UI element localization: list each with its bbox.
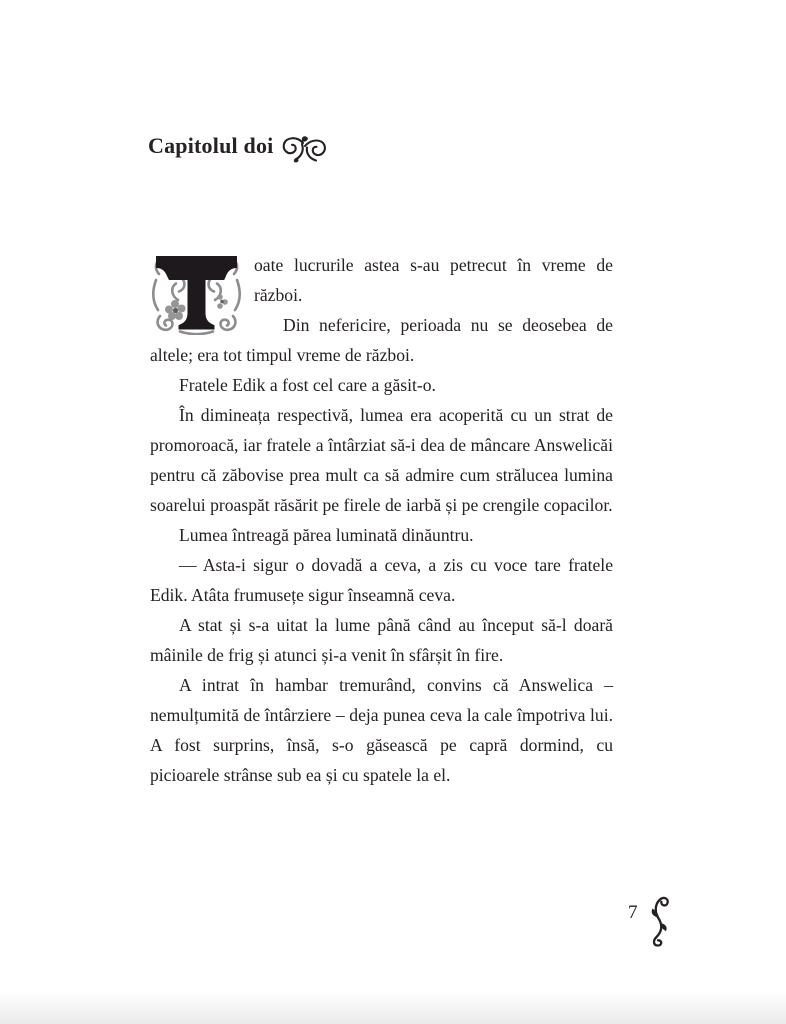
paragraph: Din nefericire, perioada nu se deosebea de altele; era tot timpul vreme de război. [150,315,613,365]
paragraph: A intrat în hambar tremurând, convins că Answelica – nemulțumită de întârziere – deja punea ceva la cale împotriva lui. A fost surprins, însă, s-o găsească pe capră dormind, cu picioarele strânse sub ea și cu spatele la el. [150,675,613,785]
body-text [150,250,613,790]
chapter-heading: Capitolul doi [148,133,274,158]
paragraph: — Asta-i sigur o dovadă a ceva, a zis cu voce tare fratele Edik. Atâta frumusețe sigur înseamnă ceva. [150,555,613,605]
chapter-heading-row [148,128,329,164]
paragraph: oate lucrurile astea s-au petrecut în vreme de război. [150,250,613,310]
page-number: 7 [628,902,638,923]
folio-flourish-icon [645,890,671,948]
page-edge-shadow [0,992,786,1024]
drop-cap [150,253,243,335]
paragraph: În dimineața respectivă, lumea era acoperită cu un strat de promoroacă, iar fratele a întârziat să-i dea de mâncare Answelicăi pentru că zăbovise prea mult ca să admire cum strălucea lumina soarelui proaspăt răsărit pe firele de iarbă și pe crengile copacilor. [150,405,613,515]
paragraph: Lumea întreagă părea luminată dinăuntru. [179,525,474,545]
page-footer [628,890,671,948]
paragraph: Fratele Edik a fost cel care a găsit-o. [179,375,436,395]
drop-cap-ornament-icon [150,253,243,335]
chapter-ornament-icon [281,134,329,164]
paragraph: A stat și s-a uitat la lume până când au început să-l doară mâinile de frig și atunci și-a venit în sfârșit în fire. [150,615,613,665]
